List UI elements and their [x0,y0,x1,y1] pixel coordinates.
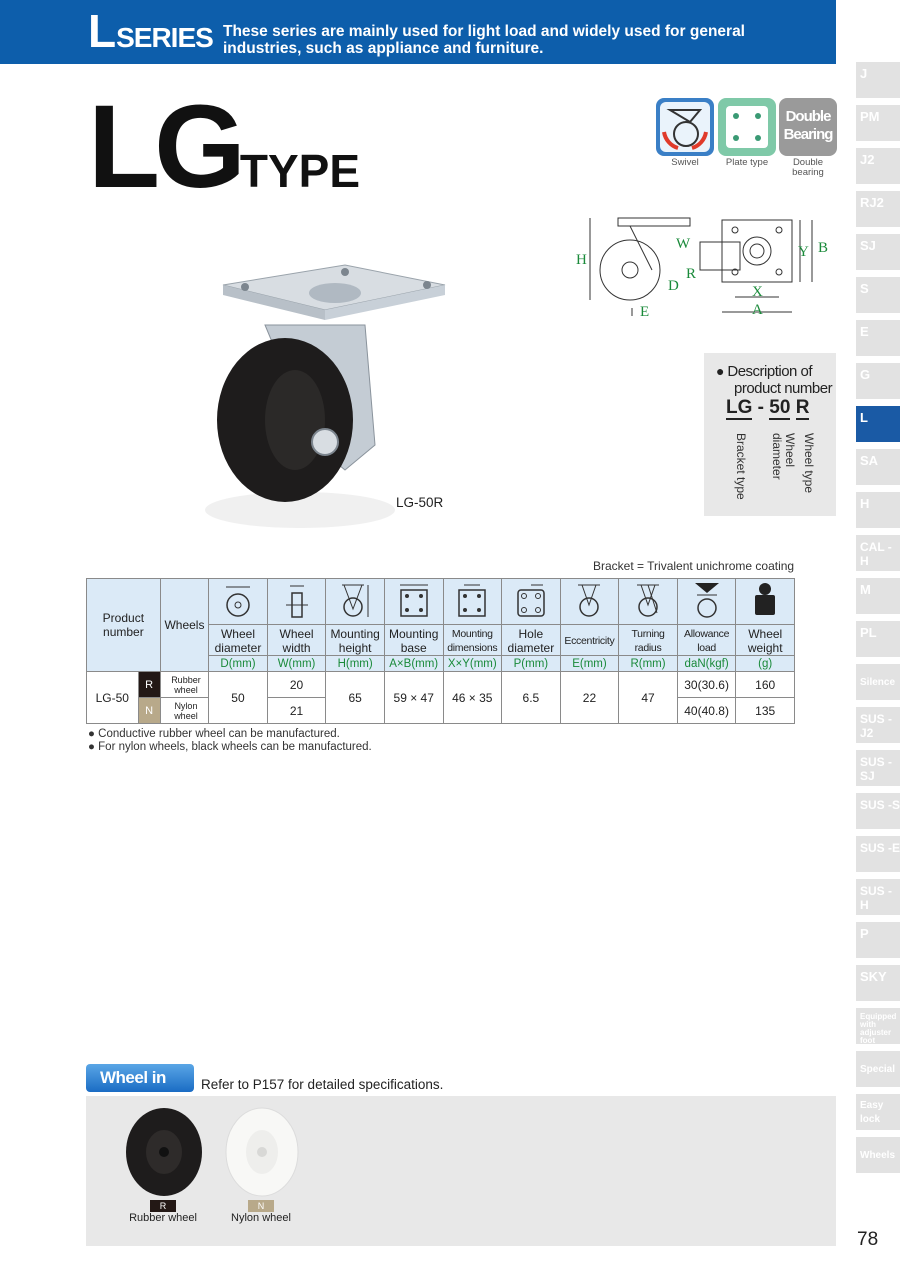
diagram-label-d: D [668,278,679,294]
feature-double-bearing [779,98,837,178]
feature-swivel [656,98,714,168]
caster-photo [195,245,465,535]
table-notes [88,728,372,754]
cell-height: 65 [326,672,385,724]
wheel-in-use-badge: Wheel in [86,1064,194,1092]
unit: A×B(mm) [384,656,443,672]
page-title: LGTYPE [88,81,361,213]
wheel-diameter-icon [209,579,268,625]
col-wheel-diameter: Wheel diameter [209,625,268,656]
diagram-label-r: R [686,266,697,282]
diagram-label-a: A [752,302,763,318]
feature-label: Double bearing [792,157,824,178]
label-bracket-type: Bracket type [734,433,748,500]
page-number: 78 [857,1229,879,1250]
eccentricity-icon [560,579,619,625]
product-number-description: ● Description of product number LG - 50 R Bracket type Wheel diameter Wheel type [704,353,836,516]
tab-sus-s[interactable]: SUS -S [856,793,900,829]
tab-h[interactable]: H [856,492,900,528]
cell-diameter: 50 [209,672,268,724]
header-wheels: Wheels [160,579,208,672]
double-bearing-icon: Double Bearing [779,98,837,156]
note-item: ● For nylon wheels, black wheels can be manufactured. [88,741,372,753]
rubber-wheel-photo [120,1104,204,1198]
wheel-name: Nylon wheel [160,698,208,724]
col-turning-radius: Turning radius [619,625,678,656]
tab-special[interactable]: Special [856,1051,900,1087]
tab-s[interactable]: S [856,277,900,313]
wheel-name: Rubber wheel [160,672,208,698]
tab-silence[interactable]: Silence [856,664,900,700]
side-tabs [856,62,900,1180]
dimension-diagram [572,212,840,322]
unit: E(mm) [560,656,619,672]
tab-sj[interactable]: SJ [856,234,900,270]
wheel-tag-n: N [248,1200,274,1212]
wheel-tag-r: R [150,1200,176,1212]
unit: D(mm) [209,656,268,672]
tab-sus-sj[interactable]: SUS -SJ [856,750,900,786]
product-number-cell: LG-50 [87,672,139,724]
cell-ecc: 22 [560,672,619,724]
wheel-in-use-panel [86,1096,836,1246]
diagram-label-e: E [640,304,650,320]
unit: W(mm) [267,656,326,672]
note-item: ● Conductive rubber wheel can be manufactured. [88,728,340,740]
unit: daN(kgf) [677,656,736,672]
cell-load: 30(30.6) [677,672,736,698]
diagram-label-h: H [576,252,587,268]
tab-adjuster-foot[interactable]: Equipped with adjuster foot [856,1008,900,1044]
unit: R(mm) [619,656,678,672]
cell-weight: 135 [736,698,795,724]
mounting-height-icon [326,579,385,625]
tab-sus-e[interactable]: SUS -E [856,836,900,872]
table-row [87,672,795,698]
cell-base: 59 × 47 [384,672,443,724]
rubber-wheel-label: Rubber wheel [129,1212,197,1224]
nylon-wheel-photo [222,1104,306,1198]
label-wheel-type: Wheel type [802,433,816,494]
header-description: These series are mainly used for light load and widely used for general industries, such as appliance and furniture. [223,23,745,57]
tab-pm[interactable]: PM [856,105,900,141]
header-product-number: Product number [87,579,161,672]
cell-radius: 47 [619,672,678,724]
nylon-wheel-label: Nylon wheel [231,1212,291,1224]
tab-wheels[interactable]: Wheels [856,1137,900,1173]
hole-diameter-icon [502,579,561,625]
tab-rj2[interactable]: RJ2 [856,191,900,227]
col-mounting-base: Mounting base [384,625,443,656]
cell-weight: 160 [736,672,795,698]
wheel-code-r: R [138,672,160,698]
product-image-label: LG-50R [396,495,444,510]
turning-radius-icon [619,579,678,625]
product-code-example: LG - 50 R [726,397,810,418]
cell-width: 21 [267,698,326,724]
cell-load: 40(40.8) [677,698,736,724]
tab-cal-h[interactable]: CAL -H [856,535,900,571]
tab-sa[interactable]: SA [856,449,900,485]
plate-type-icon [718,98,776,156]
tab-j[interactable]: J [856,62,900,98]
swivel-icon [656,98,714,156]
col-mounting-height: Mounting height [326,625,385,656]
tab-p[interactable]: P [856,922,900,958]
diagram-label-y: Y [798,244,809,260]
feature-plate [718,98,776,168]
unit: X×Y(mm) [443,656,502,672]
col-wheel-weight: Wheel weight [736,625,795,656]
col-wheel-width: Wheel width [267,625,326,656]
diagram-label-b: B [818,240,829,256]
wheel-code-n: N [138,698,160,724]
bracket-note: Bracket = Trivalent unichrome coating [593,559,795,573]
mounting-base-icon [384,579,443,625]
cell-width: 20 [267,672,326,698]
tab-pl[interactable]: PL [856,621,900,657]
tab-e[interactable]: E [856,320,900,356]
unit: H(mm) [326,656,385,672]
label-wheel-diameter: Wheel diameter [770,433,797,480]
unit: P(mm) [502,656,561,672]
tab-l[interactable]: L [856,406,900,442]
wheel-width-icon [267,579,326,625]
col-eccentricity: Eccentricity [560,625,619,656]
wheel-weight-icon [736,579,795,625]
tab-easy-lock[interactable]: Easy lock [856,1094,900,1130]
col-hole-diameter: Hole diameter [502,625,561,656]
diagram-label-x: X [752,284,763,300]
diagram-label-w: W [676,236,691,252]
tab-m[interactable]: M [856,578,900,614]
feature-label: Plate type [725,157,769,168]
cell-dims: 46 × 35 [443,672,502,724]
tab-sky[interactable]: SKY [856,965,900,1001]
series-logo: LSERIES [88,5,213,57]
feature-label: Swivel [671,157,699,168]
tab-sus-j2[interactable]: SUS -J2 [856,707,900,743]
col-allowance-load: Allowance load [677,625,736,656]
allowance-load-icon [677,579,736,625]
tab-sus-h[interactable]: SUS -H [856,879,900,915]
mounting-dimensions-icon [443,579,502,625]
tab-g[interactable]: G [856,363,900,399]
col-mounting-dimensions: Mounting dimensions [443,625,502,656]
unit: (g) [736,656,795,672]
spec-table [86,578,795,724]
tab-j2[interactable]: J2 [856,148,900,184]
wheel-in-use-text: Refer to P157 for detailed specifications. [201,1077,444,1092]
cell-hole: 6.5 [502,672,561,724]
